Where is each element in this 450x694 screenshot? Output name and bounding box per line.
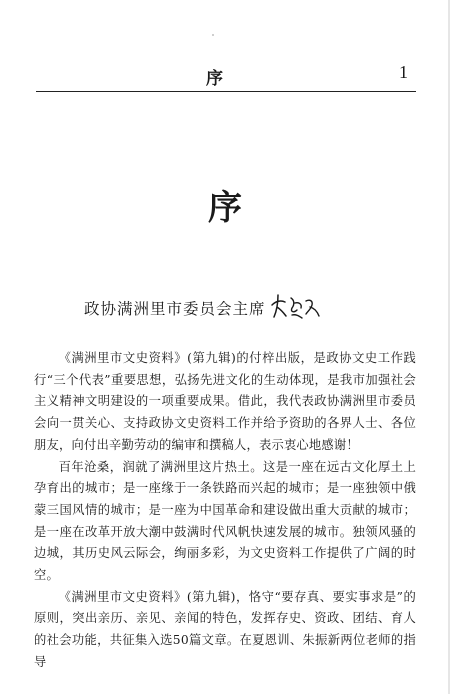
scan-speck: [212, 34, 214, 36]
paragraph-2: 百年沧桑，润就了满洲里这片热土。这是一座在远古文化厚土上孕育出的城市；是一座缘于一条铁路而兴起的城市；是一座独领中俄蒙三国风情的城市；是一座为中国革命和建设做出重大贡献的城市；是一座在改革开放大潮中鼓满时代风帆快速发展的城市。独领风骚的边城，其历史风云际会，绚丽多彩，为文史资料工作提供了广阔的时空。: [34, 459, 416, 583]
page-number: 1: [399, 62, 408, 82]
handwritten-signature: [268, 289, 322, 323]
author-byline: 政协满洲里市委员会主席: [84, 300, 266, 318]
body-text: [34, 348, 416, 674]
paragraph-3: 《满洲里市文史资料》(第九辑)，恪守“要存真、要实事求是”的原则，突出亲历、亲见、亲闻的特色，发挥存史、资政、团结、育人的社会功能，共征集入选50篇文章。在夏恩训、朱振新两位老师的指导: [34, 589, 416, 669]
header-rule: [36, 91, 416, 92]
running-head-title: 序: [206, 69, 223, 89]
chapter-title: 序: [208, 188, 242, 228]
running-head: [36, 62, 416, 88]
paragraph-1: 《满洲里市文史资料》(第九辑)的付梓出版，是政协文史工作践行“三个代表”重要思想，弘扬先进文化的生动体现，是我市加强社会主义精神文明建设的一项重要成果。借此，我代表政协满洲里市委员会向一贯关心、支持政协文史资料工作并给予资助的各界人士、各位朋友，向付出辛勤劳动的编审和撰稿人，表示衷心地感谢！: [34, 351, 416, 452]
